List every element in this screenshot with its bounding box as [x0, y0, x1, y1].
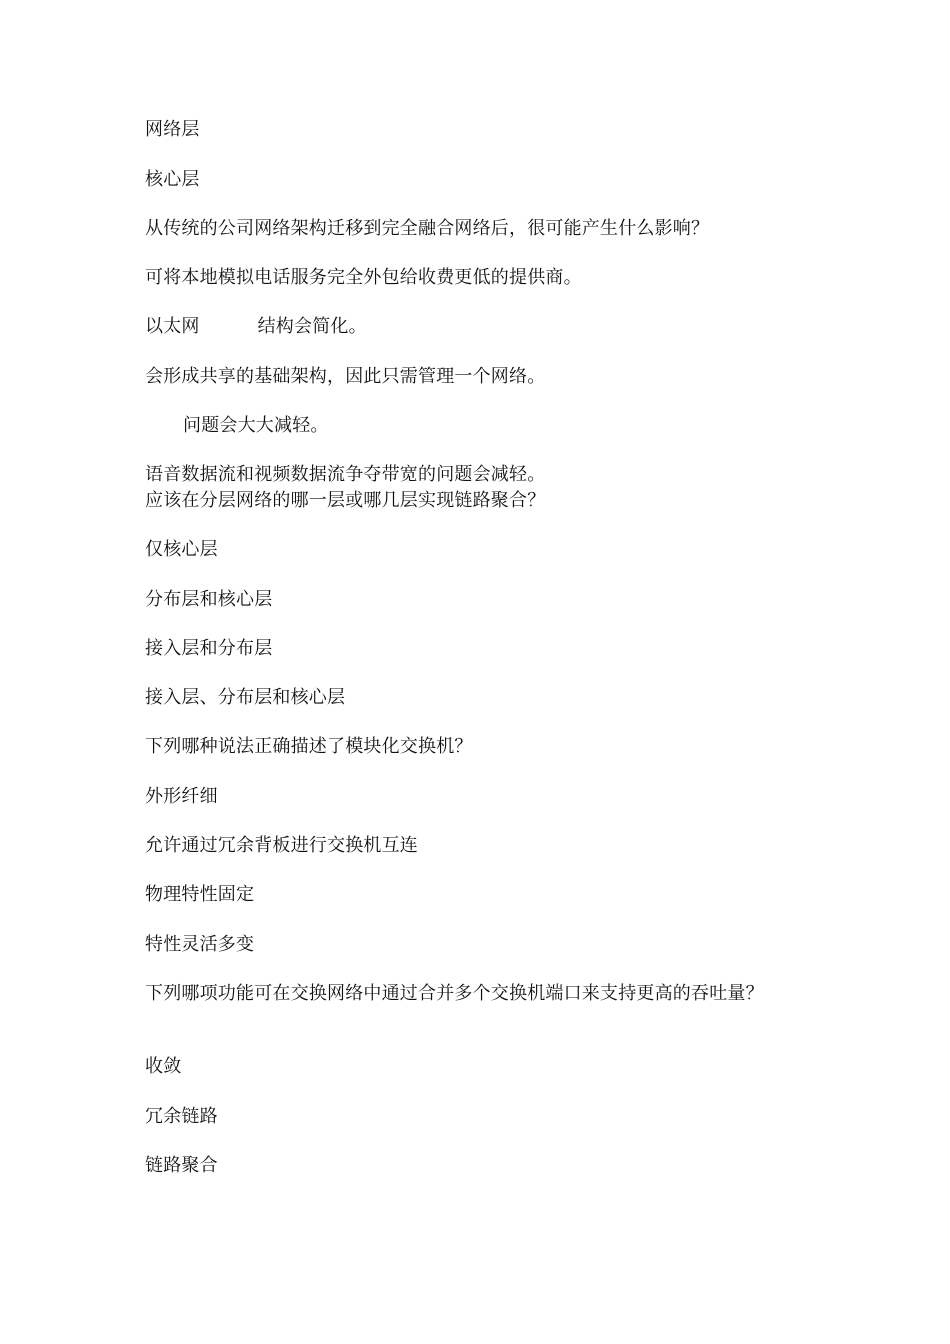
answer-option: 物理特性固定 — [145, 884, 255, 905]
answer-option: 仅核心层 — [145, 539, 218, 560]
answer-option: 会形成共享的基础架构，因此只需管理一个网络。 — [145, 366, 546, 387]
answer-option — [145, 316, 367, 338]
answer-option: 语音数据流和视频数据流争夺带宽的问题会减轻。 — [145, 464, 546, 485]
answer-option: 接入层、分布层和核心层 — [145, 687, 346, 708]
text-line: 核心层 — [145, 169, 200, 190]
answer-option: 外形纤细 — [145, 786, 218, 807]
answer-option: 冗余链路 — [145, 1106, 218, 1127]
question-text: 应该在分层网络的哪一层或哪几层实现链路聚合？ — [145, 490, 546, 511]
text-fragment: 以太网 — [145, 316, 200, 337]
answer-option: 收敛 — [145, 1056, 182, 1077]
answer-option: 接入层和分布层 — [145, 638, 273, 659]
answer-option: 问题会大大减轻。 — [183, 415, 329, 436]
answer-option: 允许通过冗余背板进行交换机互连 — [145, 835, 418, 856]
text-line: 网络层 — [145, 119, 200, 140]
question-text: 从传统的公司网络架构迁移到完全融合网络后，很可能产生什么影响？ — [145, 218, 710, 239]
text-fragment: 结构会简化。 — [257, 316, 367, 337]
answer-option: 分布层和核心层 — [145, 589, 273, 610]
answer-option: 可将本地模拟电话服务完全外包给收费更低的提供商。 — [145, 267, 582, 288]
question-text: 下列哪项功能可在交换网络中通过合并多个交换机端口来支持更高的吞吐量？ — [145, 983, 764, 1004]
answer-option: 特性灵活多变 — [145, 934, 255, 955]
answer-option: 链路聚合 — [145, 1155, 218, 1176]
question-text: 下列哪种说法正确描述了模块化交换机？ — [145, 736, 473, 757]
